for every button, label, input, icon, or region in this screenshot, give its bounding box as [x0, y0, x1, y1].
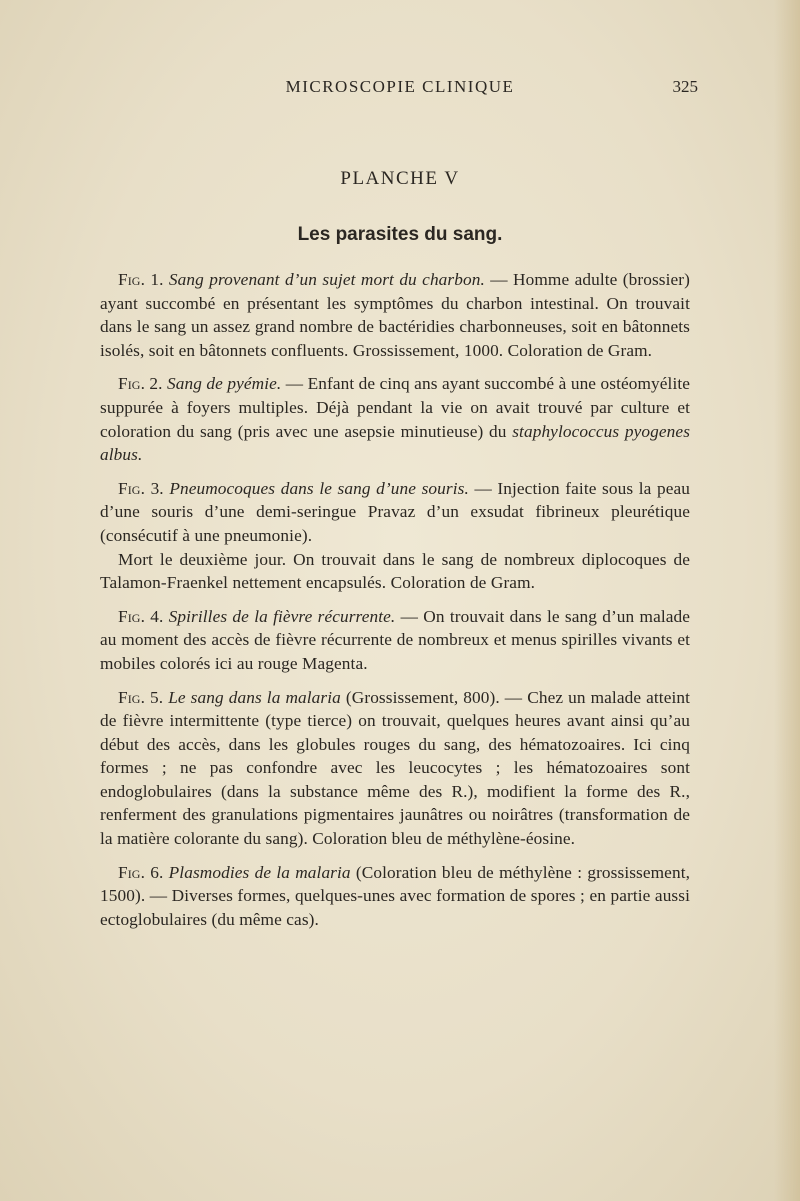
- figure-title-2: Sang de pyémie.: [167, 374, 282, 394]
- figure-title-1: Sang provenant d’un sujet mort du charbon.: [168, 270, 485, 289]
- plate-title: PLANCHE V: [340, 168, 460, 189]
- figure-text-5: (Grossissement, 800). — Chez un malade atteint de fièvre intermittente (type tierce) on trouvait, quelques heures avant ainsi qu’au début des accès, dans les globules rouges du sang, des hématozoaires. Ici cinq formes ; ne pas confondre avec les leucocytes ; les hématozoaires sont endoglobulaires (dans la substance même des R.), modifient la forme des R., renferment des granulations pigmentaires jaunâtres ou noirâtres (transformation de la matière colorante du sang). Coloration bleu de méthylène-éosine.: [100, 687, 691, 849]
- figure-text-6: (Coloration bleu de méthylène : grossissement, 1500). — Diverses formes, quelques-unes avec formation de spores ; en partie aussi ectoglobulaires (du même cas).: [100, 862, 691, 929]
- figure-title-5: Le sang dans la malaria: [168, 687, 341, 707]
- figure-caption-1: [100, 268, 690, 362]
- figure-title-3: Pneumocoques dans le sang d’une souris.: [169, 478, 469, 498]
- figure-label-1: Fig. 1.: [118, 270, 164, 289]
- figure-caption-2: [100, 372, 690, 466]
- figure-text-2: — Enfant de cinq ans ayant succombé à une ostéomyélite suppurée à foyers multiples. Déjà pendant la vie on avait trouvé par culture et coloration du sang (pris avec une asepsie minutieuse) du: [100, 374, 691, 441]
- figure-captions: [100, 268, 690, 941]
- figure-text-3-continued: Mort le deuxième jour. On trouvait dans le sang de nombreux diplocoques de Talamon-Fraenkel nettement encapsulés. Coloration de Gram.: [100, 549, 690, 593]
- figure-caption-5-text: [100, 686, 690, 851]
- figure-caption-3-text: [100, 477, 690, 548]
- figure-text-4: — On trouvait dans le sang d’un malade au moment des accès de fièvre récurrente de nombreux et menus spirilles vivants et mobiles colorés ici au rouge Magenta.: [100, 606, 691, 673]
- figure-label-2: Fig. 2.: [118, 374, 163, 394]
- figure-label-3: Fig. 3.: [118, 478, 164, 498]
- page-number: 325: [672, 77, 698, 96]
- figure-caption-4-text: [100, 605, 690, 676]
- figure-text-1: — Homme adulte (brossier) ayant succombé en présentant les symptômes du charbon intestinal. On trouvait dans le sang un assez grand nombre de bactéridies charbonneuses, soit en bâtonnets isolés, soit en bâtonnets confluents. Grossissement, 1000. Coloration de Gram.: [100, 270, 691, 360]
- figure-caption-4: [100, 605, 690, 676]
- figure-title-4: Spirilles de la fièvre récurrente.: [168, 606, 396, 626]
- page-header: [100, 77, 700, 101]
- figure-text-3: — Injection faite sous la peau d’une souris d’une demi-seringue Pravaz d’un exsudat fibrineux pleurétique (consécutif à une pneumonie).: [100, 478, 691, 545]
- figure-caption-1-text: [100, 268, 690, 362]
- figure-caption-6: [100, 861, 690, 932]
- figure-label-6: Fig. 6.: [118, 862, 164, 882]
- figure-label-4: Fig. 4.: [118, 606, 164, 626]
- species-name: staphylococcus pyogenes albus.: [100, 421, 691, 465]
- figure-title-6: Plasmodies de la malaria: [168, 862, 351, 882]
- figure-label-5: Fig. 5.: [118, 687, 164, 707]
- figure-caption-6-text: [100, 861, 690, 932]
- figure-caption-2-text: [100, 372, 690, 466]
- section-title: Les parasites du sang.: [297, 224, 503, 245]
- figure-caption-5: [100, 686, 690, 851]
- figure-caption-3: [100, 477, 690, 595]
- running-title: MICROSCOPIE CLINIQUE: [285, 77, 515, 96]
